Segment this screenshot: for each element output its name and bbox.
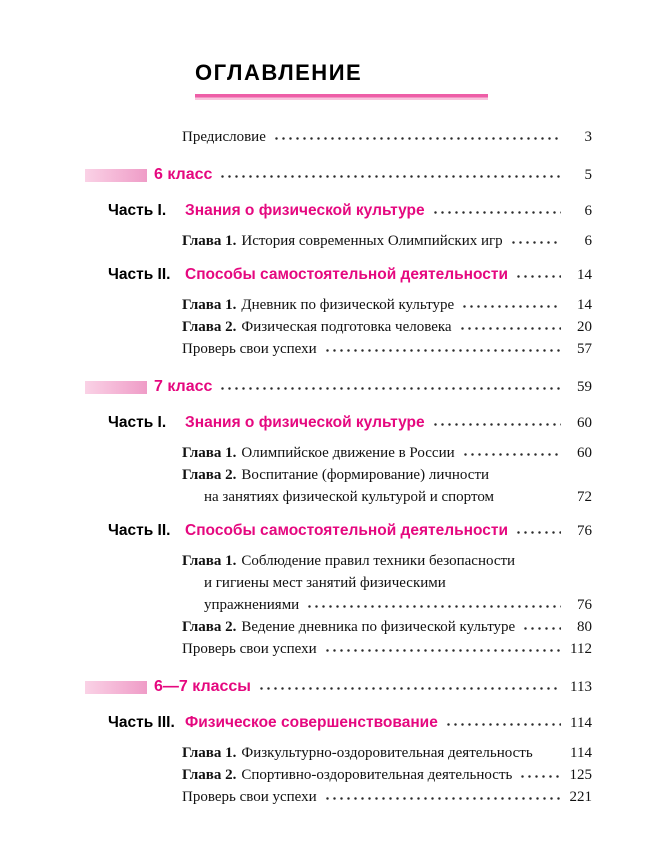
toc-entry-multiline	[0, 464, 650, 508]
entry-title: История современных Олимпийских игр	[241, 233, 503, 249]
dot-leader	[322, 796, 561, 801]
part-label: Часть III.	[108, 714, 175, 731]
entry-title: Физическая подготовка человека	[241, 319, 452, 335]
entry-title: Соблюдение правил техники безопасности	[241, 553, 516, 569]
class-label: 6 класс	[154, 166, 213, 183]
page-title: ОГЛАВЛЕНИЕ	[195, 60, 363, 85]
page-number: 14	[577, 267, 592, 283]
part-title: Знания о физической культуре	[185, 414, 425, 431]
page-number: 20	[577, 319, 592, 335]
toc-part-1-6	[108, 200, 650, 222]
entry-title: Физкультурно-оздоровительная деятельность	[241, 745, 533, 761]
class-label: 7 класс	[154, 378, 213, 395]
page-number: 6	[584, 233, 592, 249]
page-number: 113	[570, 679, 592, 695]
entry-line-1	[182, 550, 650, 572]
entry-title-continued: упражнениями	[204, 597, 300, 613]
toc-entry	[182, 294, 650, 316]
part-title: Знания о физической культуре	[185, 202, 425, 219]
dot-leader	[322, 648, 561, 653]
toc-entry	[182, 616, 650, 638]
chapter-prefix: Глава 1.	[182, 553, 237, 569]
toc-part-2-6	[108, 264, 650, 286]
part-label: Часть II.	[108, 266, 171, 283]
page-number: 60	[577, 415, 592, 431]
class-marker-block	[85, 681, 147, 694]
dot-leader	[457, 326, 561, 331]
dot-leader	[430, 210, 561, 215]
part-label: Часть I.	[108, 414, 167, 431]
toc-class-header-6	[85, 164, 650, 186]
dot-leader	[430, 422, 561, 427]
page-number: 114	[570, 715, 592, 731]
page-number: 60	[577, 445, 592, 461]
dot-leader	[217, 174, 561, 179]
toc-entry	[182, 764, 650, 786]
page-number: 72	[577, 489, 592, 505]
toc-class-header-7	[85, 376, 650, 398]
dot-leader	[322, 348, 561, 353]
page-number: 14	[577, 297, 592, 313]
page-number: 221	[569, 789, 592, 805]
part-label: Часть I.	[108, 202, 167, 219]
entry-line-2	[204, 486, 650, 508]
dot-leader	[256, 686, 561, 691]
title-accent-rule	[195, 94, 488, 100]
toc-class-header-6-7	[85, 676, 650, 698]
part-title: Способы самостоятельной деятельности	[185, 266, 509, 283]
toc-part-2-7	[108, 520, 650, 542]
page-number: 76	[577, 523, 592, 539]
page-number: 6	[584, 203, 592, 219]
dot-leader	[217, 386, 561, 391]
part-title: Способы самостоятельной деятельности	[185, 522, 509, 539]
entry-line-3	[204, 594, 650, 616]
part-title: Физическое совершенствование	[185, 714, 438, 731]
chapter-prefix: Глава 2.	[182, 767, 237, 783]
entry-line-2	[204, 572, 650, 594]
entry-title: Ведение дневника по физической культуре	[241, 619, 516, 635]
dot-leader	[538, 752, 561, 757]
entry-title: Проверь свои успехи	[182, 341, 317, 357]
toc-entry	[182, 230, 650, 252]
entry-title-continued: и гигиены мест занятий физическими	[204, 575, 446, 591]
entry-title: Спортивно-оздоровительная деятельность	[241, 767, 513, 783]
toc-entry-preface	[182, 126, 650, 148]
chapter-prefix: Глава 2.	[182, 319, 237, 335]
page-number: 80	[577, 619, 592, 635]
entry-title: Воспитание (формирование) личности	[241, 467, 490, 483]
toc-entry	[182, 442, 650, 464]
entry-title: Предисловие	[182, 129, 266, 145]
entry-title-continued: на занятиях физической культурой и спортом	[204, 489, 495, 505]
toc-entry-multiline	[0, 550, 650, 616]
dot-leader	[513, 274, 561, 279]
page-number: 112	[570, 641, 592, 657]
toc-entry	[182, 742, 650, 764]
entry-line-1	[182, 464, 650, 486]
chapter-prefix: Глава 1.	[182, 745, 237, 761]
chapter-prefix: Глава 2.	[182, 467, 237, 483]
dot-leader	[513, 530, 561, 535]
dot-leader	[520, 626, 561, 631]
toc-entry-check	[182, 638, 650, 660]
part-label: Часть II.	[108, 522, 171, 539]
chapter-prefix: Глава 2.	[182, 619, 237, 635]
toc-part-3	[108, 712, 650, 734]
page-number: 3	[584, 129, 592, 145]
chapter-prefix: Глава 1.	[182, 233, 237, 249]
entry-title: Проверь свои успехи	[182, 789, 317, 805]
dot-leader	[459, 304, 561, 309]
class-marker-block	[85, 381, 147, 394]
class-label: 6—7 классы	[154, 678, 251, 695]
dot-leader	[508, 240, 561, 245]
page-number: 57	[577, 341, 592, 357]
page-number: 76	[577, 597, 592, 613]
entry-title: Олимпийское движение в России	[241, 445, 455, 461]
page-number: 114	[570, 745, 592, 761]
page-number: 125	[569, 767, 592, 783]
toc-entry-check	[182, 786, 650, 808]
dot-leader	[271, 136, 561, 141]
entry-title: Дневник по физической культуре	[241, 297, 455, 313]
entry-title: Проверь свои успехи	[182, 641, 317, 657]
page-number: 5	[584, 167, 592, 183]
dot-leader	[499, 496, 561, 501]
toc-entry	[182, 316, 650, 338]
page-number: 59	[577, 379, 592, 395]
chapter-prefix: Глава 1.	[182, 445, 237, 461]
dot-leader	[517, 774, 561, 779]
toc-part-1-7	[108, 412, 650, 434]
dot-leader	[443, 722, 561, 727]
class-marker-block	[85, 169, 147, 182]
toc-entry-check	[182, 338, 650, 360]
chapter-prefix: Глава 1.	[182, 297, 237, 313]
dot-leader	[460, 452, 561, 457]
dot-leader	[304, 604, 561, 609]
